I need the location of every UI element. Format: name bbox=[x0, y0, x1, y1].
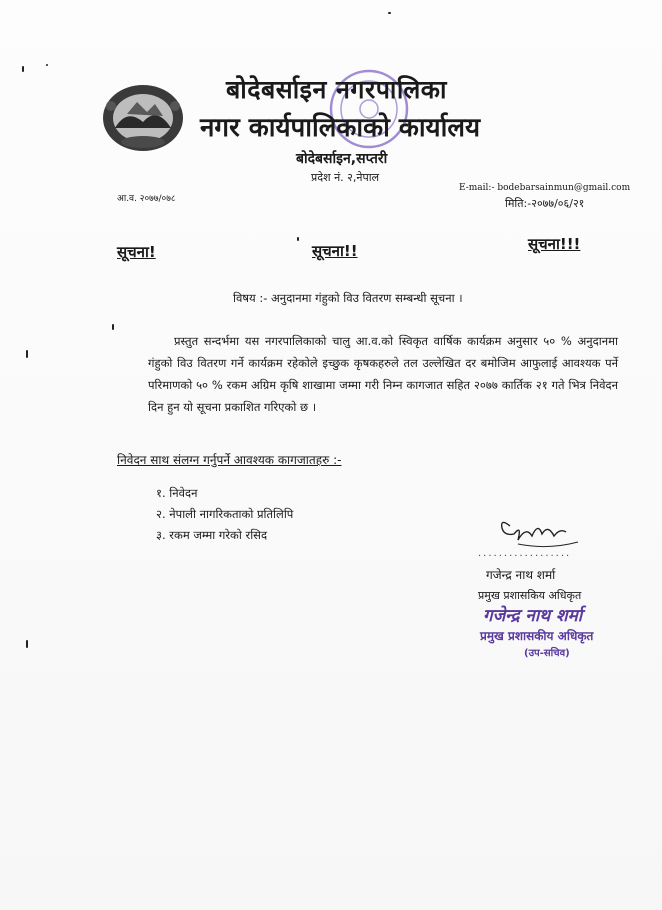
subject-line: विषय :- अनुदानमा गंहुको विउ वितरण सम्बन्धी सूचना । bbox=[233, 291, 463, 305]
notice-body: प्रस्तुत सन्दर्भमा यस नगरपालिकाको चालु आ.व.को स्विकृत वार्षिक कार्यक्रम अनुसार ५० % अनुदानमा गंहुको विउ वितरण गर्ने कार्यक्रम रहेकोले इच्छुक कृषकहरुले तल उल्लेखित दर बमोजिम आफुलाई आवश्यक पर्ने परिमाणको ५० % रकम अग्रिम कृषि शाखामा जम्मा गरी निम्न कागजात सहित २०७७ कार्तिक २१ गते भित्र निवेदन दिन हुन यो सूचना प्रकाशित गरिएको छ । bbox=[148, 334, 618, 414]
scan-mark bbox=[22, 66, 24, 72]
scan-mark bbox=[297, 237, 299, 241]
email-line: E-mail:- bodebarsainmun@gmail.com bbox=[459, 183, 631, 193]
scan-mark bbox=[112, 324, 114, 330]
fiscal-year: आ.व. २०७७/०७८ bbox=[117, 194, 176, 204]
signature-line: .................. bbox=[478, 548, 572, 559]
scan-mark bbox=[46, 64, 48, 66]
stamp-name: गजेन्द्र नाथ शर्मा bbox=[483, 606, 583, 626]
notice-heading-3: सूचना!!! bbox=[528, 235, 581, 253]
stamp-rank: (उप-सचिव) bbox=[524, 648, 570, 659]
office-name: नगर कार्यपालिकाको कार्यालय bbox=[200, 113, 481, 143]
scan-mark bbox=[388, 12, 391, 14]
province-line: प्रदेश नं. २,नेपाल bbox=[311, 171, 380, 184]
notice-heading-1: सूचना! bbox=[117, 243, 156, 261]
stamp-title: प्रमुख प्रशासकीय अधिकृत bbox=[480, 629, 594, 643]
municipality-name: बोदेबर्साइन नगरपालिका bbox=[226, 75, 447, 104]
list-item: २. नेपाली नागरिकताको प्रतिलिपि bbox=[156, 507, 294, 521]
scan-mark bbox=[26, 350, 28, 358]
list-item: ३. रकम जम्मा गरेको रसिद bbox=[156, 528, 268, 542]
nepal-emblem-icon bbox=[97, 78, 189, 154]
scan-mark bbox=[26, 640, 28, 648]
list-item: १. निवेदन bbox=[156, 486, 198, 500]
signatory-title: प्रमुख प्रशासकिय अधिकृत bbox=[478, 589, 582, 602]
notice-heading-2: सूचना!! bbox=[312, 242, 358, 260]
documents-list bbox=[156, 486, 293, 549]
office-address: बोदेबर्साइन,सप्तरी bbox=[296, 151, 388, 167]
date-line: मिति:-२०७७/०६/२१ bbox=[505, 197, 585, 210]
documents-heading: निवेदन साथ संलग्न गर्नुपर्ने आवश्यक कागजातहरु :- bbox=[117, 453, 342, 467]
signatory-name: गजेन्द्र नाथ शर्मा bbox=[486, 568, 556, 582]
